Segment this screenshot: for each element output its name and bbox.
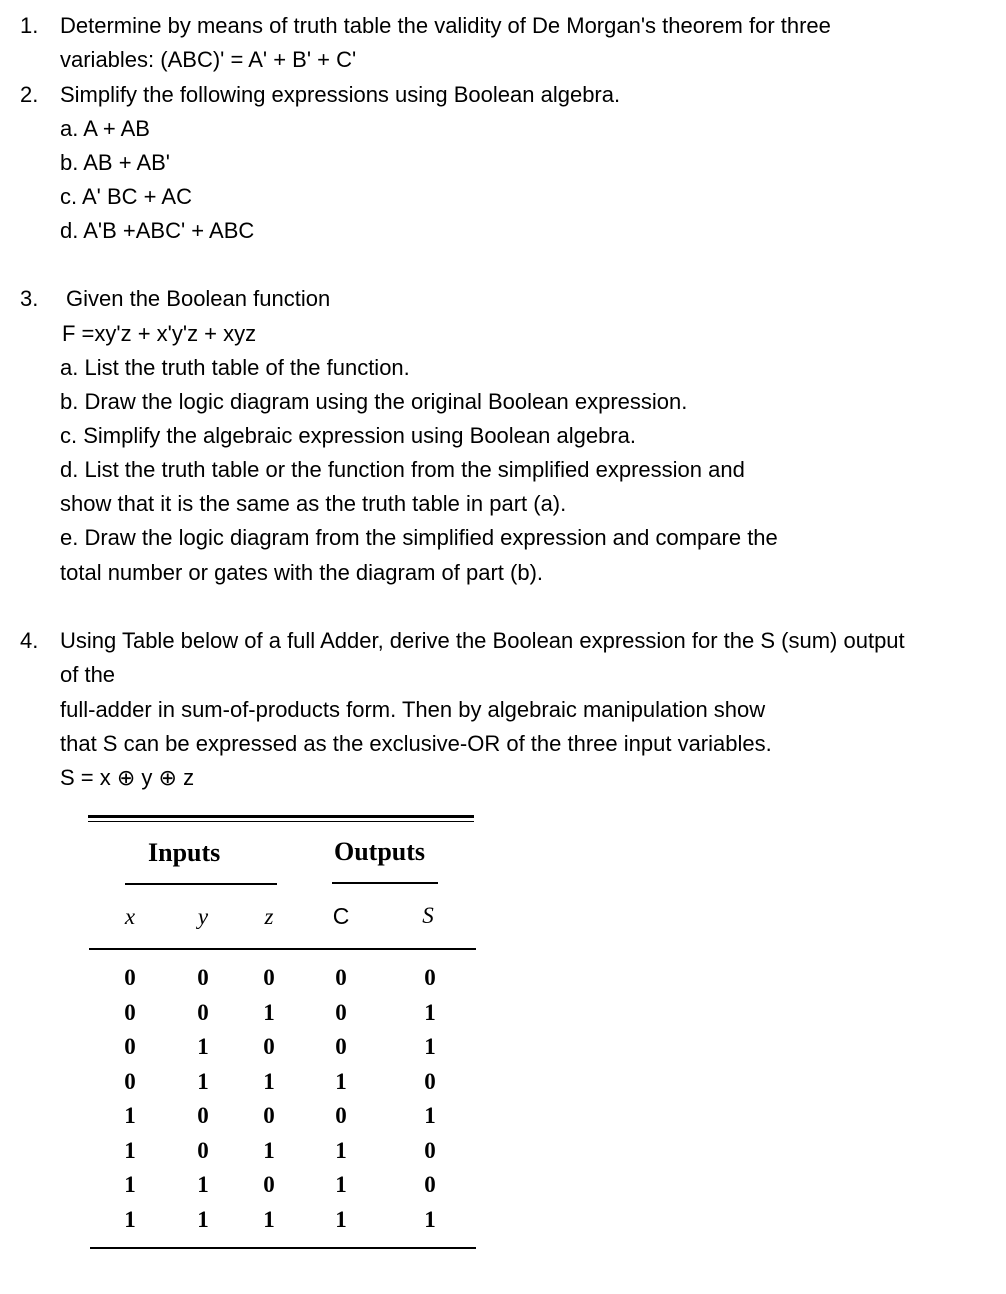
- table-cell-c: 0: [335, 1103, 347, 1128]
- table-cell-y: 0: [197, 999, 209, 1025]
- table-top-rule-thin: [88, 821, 474, 822]
- table-cell-y: 0: [197, 965, 209, 990]
- table-cell-c: 0: [335, 999, 347, 1025]
- column-header-z: z: [264, 904, 274, 929]
- table-cell-s: 0: [424, 1137, 436, 1163]
- table-cell-c: 1: [335, 1068, 347, 1094]
- column-header-y: y: [197, 904, 209, 929]
- question-2-item-d: d. A'B +ABC' + ABC: [60, 218, 255, 243]
- inputs-header: Inputs: [148, 838, 221, 867]
- question-2-item-c: c. A' BC + AC: [60, 184, 192, 209]
- question-1-line-2: variables: (ABC)' = A' + B' + C': [60, 47, 357, 72]
- table-cell-x: 1: [124, 1103, 136, 1128]
- table-cell-z: 0: [263, 1172, 275, 1197]
- question-4-line-1: Using Table below of a full Adder, derive the Boolean expression for the S (sum) output: [60, 628, 905, 653]
- table-cell-s: 1: [424, 1034, 436, 1059]
- column-header-c: C: [332, 903, 350, 929]
- question-2-item-a: a. A + AB: [60, 116, 150, 141]
- table-cell-z: 1: [263, 999, 275, 1025]
- table-cell-x: 0: [124, 965, 136, 990]
- question-3-intro: Given the Boolean function: [66, 286, 331, 311]
- table-cell-c: 0: [335, 965, 347, 990]
- table-cell-s: 0: [424, 1068, 436, 1094]
- question-3-part-e-line-2: total number or gates with the diagram of part (b).: [60, 560, 544, 585]
- table-cell-x: 0: [124, 999, 136, 1025]
- table-cell-c: 1: [335, 1137, 347, 1163]
- question-4-number: 4.: [20, 628, 39, 653]
- table-cell-s: 0: [424, 1172, 436, 1197]
- question-1-line-1: Determine by means of truth table the validity of De Morgan's theorem for three: [60, 13, 831, 38]
- outputs-header: Outputs: [334, 837, 426, 866]
- question-2-item-b: b. AB + AB': [60, 150, 170, 175]
- question-3-part-d-line-1: d. List the truth table or the function from the simplified expression and: [60, 457, 745, 482]
- table-cell-y: 1: [197, 1206, 209, 1232]
- table-cell-y: 1: [197, 1172, 209, 1197]
- table-cell-x: 1: [124, 1137, 136, 1163]
- table-cell-s: 1: [424, 1206, 436, 1232]
- table-cell-z: 1: [263, 1206, 275, 1232]
- inputs-underline: [125, 883, 277, 885]
- table-cell-y: 1: [197, 1068, 209, 1094]
- table-cell-z: 1: [263, 1068, 275, 1094]
- question-4-line-4: that S can be expressed as the exclusive-OR of the three input variables.: [60, 731, 772, 756]
- question-3-part-d-line-2: show that it is the same as the truth table in part (a).: [60, 491, 567, 516]
- question-4-formula: S = x ⊕ y ⊕ z: [60, 765, 195, 790]
- header-rule: [89, 948, 476, 950]
- table-cell-x: 0: [124, 1034, 136, 1059]
- table-cell-y: 0: [197, 1137, 209, 1163]
- question-3-part-e-line-1: e. Draw the logic diagram from the simplified expression and compare the: [60, 525, 778, 550]
- table-bottom-rule: [90, 1247, 476, 1249]
- outputs-underline: [332, 882, 438, 884]
- table-cell-x: 1: [124, 1206, 136, 1232]
- table-cell-z: 0: [263, 965, 275, 990]
- table-cell-x: 0: [124, 1068, 136, 1094]
- question-3-number: 3.: [20, 286, 39, 311]
- table-cell-z: 0: [263, 1103, 275, 1128]
- table-cell-c: 1: [335, 1172, 347, 1197]
- table-cell-x: 1: [124, 1172, 136, 1197]
- question-3-part-c: c. Simplify the algebraic expression using Boolean algebra.: [60, 423, 636, 448]
- question-3-part-a: a. List the truth table of the function.: [60, 355, 410, 380]
- table-cell-s: 1: [424, 1103, 436, 1128]
- question-1-number: 1.: [20, 13, 39, 38]
- question-2-number: 2.: [20, 82, 39, 107]
- question-4-line-2: of the: [60, 662, 116, 687]
- question-3-part-b: b. Draw the logic diagram using the original Boolean expression.: [60, 389, 688, 414]
- column-header-x: x: [124, 904, 136, 929]
- question-2-intro: Simplify the following expressions using Boolean algebra.: [60, 82, 621, 107]
- table-cell-s: 0: [424, 965, 436, 990]
- table-cell-z: 1: [263, 1137, 275, 1163]
- question-4-line-3: full-adder in sum-of-products form. Then by algebraic manipulation show: [60, 697, 766, 722]
- table-cell-c: 0: [335, 1034, 347, 1059]
- table-top-rule: [88, 815, 474, 818]
- table-cell-c: 1: [335, 1206, 347, 1232]
- table-cell-y: 0: [197, 1103, 209, 1128]
- question-3-function: F =xy'z + x'y'z + xyz: [62, 321, 257, 346]
- column-header-s: S: [422, 903, 434, 928]
- table-cell-z: 0: [263, 1034, 275, 1059]
- table-cell-s: 1: [424, 999, 436, 1025]
- table-cell-y: 1: [197, 1034, 209, 1059]
